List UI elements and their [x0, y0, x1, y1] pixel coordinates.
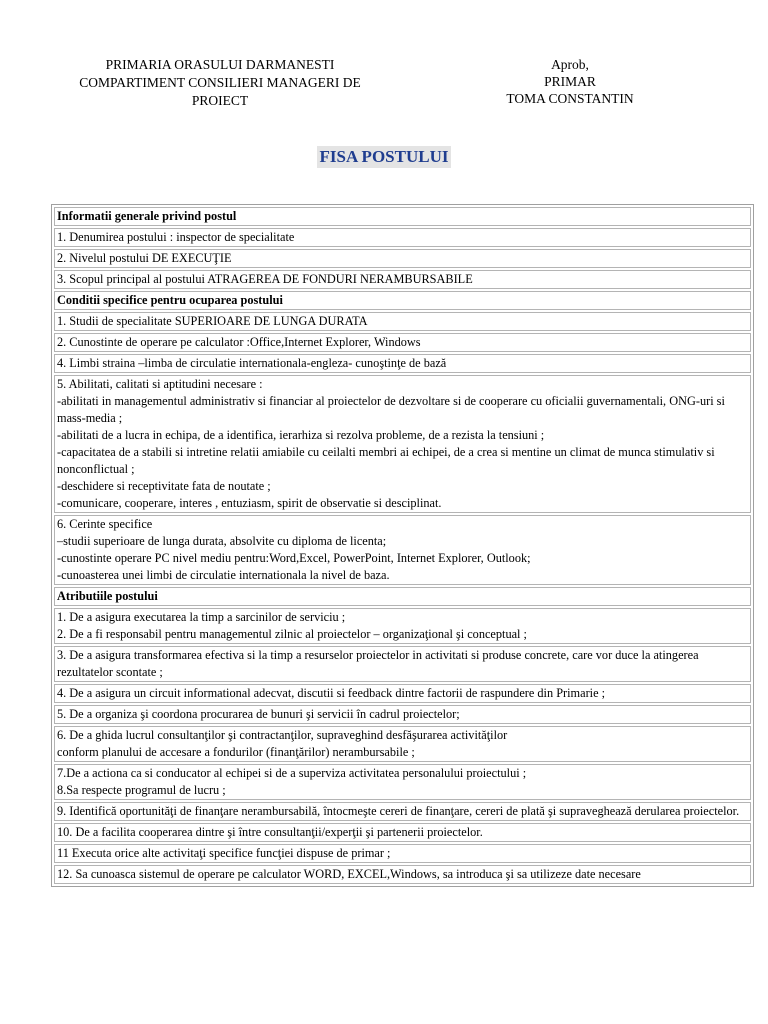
table-row: [54, 354, 751, 373]
table-row: [54, 802, 751, 821]
table-cell: [54, 802, 751, 821]
approval-label: Aprob,: [551, 57, 589, 72]
job-description-table: [51, 204, 754, 887]
section-heading-row: [54, 207, 751, 226]
section-heading-row: [54, 291, 751, 310]
cell-text: –studii superioare de lunga durata, absolvite cu diploma de licenta;: [57, 534, 387, 548]
table-cell: [54, 375, 751, 513]
table-row: [54, 333, 751, 352]
table-cell: [54, 844, 751, 863]
title-container: [0, 146, 768, 168]
table-cell: [54, 312, 751, 331]
cell-text: 6. Cerinte specifice: [57, 517, 153, 531]
cell-text: 1. De a asigura executarea la timp a sarcinilor de serviciu ;: [57, 610, 346, 624]
cell-text: 2. Nivelul postului DE EXECUŢIE: [57, 251, 232, 265]
table-cell: [54, 270, 751, 289]
table-row: [54, 228, 751, 247]
cell-text: 3. De a asigura transformarea efectiva si la timp a resurselor proiectelor in activitati si produse concrete, care vor duce la atingerea rezultatelor scontate ;: [57, 648, 699, 679]
approver-name: TOMA CONSTANTIN: [506, 91, 634, 106]
table-row: [54, 270, 751, 289]
cell-text: 9. Identifică oportunităţi de finanţare nerambursabilă, întocmeşte cereri de finanţare, cereri de plată şi supraveghează derularea proiectelor.: [57, 804, 740, 818]
cell-text: 2. Cunostinte de operare pe calculator :Office,Internet Explorer, Windows: [57, 335, 421, 349]
table-row: [54, 312, 751, 331]
table-row: [54, 249, 751, 268]
section-heading-general: Informatii generale privind postul: [54, 207, 751, 226]
table-cell: [54, 764, 751, 800]
table-cell: [54, 646, 751, 682]
table-cell: [54, 865, 751, 884]
institution-name: PRIMARIA ORASULUI DARMANESTI: [105, 57, 335, 72]
department-name-line-1: COMPARTIMENT CONSILIERI MANAGERI DE: [79, 75, 361, 90]
table-cell: [54, 228, 751, 247]
cell-text: 5. De a organiza şi coordona procurarea de bunuri şi servicii în cadrul proiectelor;: [57, 707, 460, 721]
cell-text: -abilitati in managementul administrativ si financiar al proiectelor de dezvoltare si de cooperare cu oficialii guvernamentali, ONG-uri si mass-media ;: [57, 394, 725, 425]
cell-text: 12. Sa cunoasca sistemul de operare pe calculator WORD, EXCEL,Windows, sa introduca şi sa utilizeze date necesare: [57, 867, 641, 881]
approver-role: PRIMAR: [544, 74, 596, 89]
department-name-line-2: PROIECT: [191, 93, 249, 108]
cell-text: -deschidere si receptivitate fata de noutate ;: [57, 479, 271, 493]
table-row: [54, 705, 751, 724]
cell-text: 1. Studii de specialitate SUPERIOARE DE LUNGA DURATA: [57, 314, 368, 328]
table-cell: [54, 823, 751, 842]
table-cell: [54, 333, 751, 352]
section-heading-duties: Atributiile postului: [54, 587, 751, 606]
table-row: [54, 646, 751, 682]
table-cell: [54, 608, 751, 644]
cell-text: conform planului de accesare a fondurilor (finanţărilor) nerambursabile ;: [57, 745, 415, 759]
approval-block: [470, 56, 670, 107]
cell-text: 11 Executa orice alte activitaţi specifice funcţiei dispuse de primar ;: [57, 846, 391, 860]
cell-text: 6. De a ghida lucrul consultanţilor şi contractanţilor, supraveghind desfăşurarea activităţilor: [57, 728, 508, 742]
cell-text: 4. Limbi straina –limba de circulatie internationala-engleza- cunoştinţe de bază: [57, 356, 447, 370]
cell-text: 8.Sa respecte programul de lucru ;: [57, 783, 226, 797]
cell-text: 4. De a asigura un circuit informational adecvat, discutii si feedback dintre factorii de raspundere din Primarie ;: [57, 686, 606, 700]
table-cell: [54, 354, 751, 373]
cell-text: -comunicare, cooperare, interes , entuziasm, spirit de observatie si desciplinat.: [57, 496, 442, 510]
cell-text: 7.De a actiona ca si conducator al echipei si de a superviza activitatea personalului proiectului ;: [57, 766, 527, 780]
document-title: FISA POSTULUI: [317, 146, 452, 168]
section-heading-conditions: Conditii specifice pentru ocuparea postului: [54, 291, 751, 310]
table-cell: [54, 726, 751, 762]
table-cell: [54, 249, 751, 268]
table-row: [54, 764, 751, 800]
table-cell: [54, 684, 751, 703]
table-cell: [54, 515, 751, 585]
section-heading-row: [54, 587, 751, 606]
cell-text: -abilitati de a lucra in echipa, de a identifica, ierarhiza si rezolva probleme, de a rezista la tensiuni ;: [57, 428, 545, 442]
cell-text: 1. Denumirea postului : inspector de specialitate: [57, 230, 295, 244]
table-row: [54, 375, 751, 513]
table-row: [54, 608, 751, 644]
table-row: [54, 684, 751, 703]
cell-text: -cunoasterea unei limbi de circulatie internationala la nivel de baza.: [57, 568, 390, 582]
cell-text: 10. De a facilita cooperarea dintre şi între consultanţii/experţii şi partenerii proiectelor.: [57, 825, 483, 839]
cell-text: 5. Abilitati, calitati si aptitudini necesare :: [57, 377, 263, 391]
cell-text: -capacitatea de a stabili si intretine relatii amiabile cu ceilalti membri ai echipei, de a crea si mentine un climat de munca stimulativ si nonconflictual ;: [57, 445, 715, 476]
institution-header: [50, 56, 390, 110]
table-row: [54, 865, 751, 884]
table-row: [54, 844, 751, 863]
table-row: [54, 515, 751, 585]
table-row: [54, 823, 751, 842]
table-cell: [54, 705, 751, 724]
cell-text: -cunostinte operare PC nivel mediu pentru:Word,Excel, PowerPoint, Internet Explorer, Outlook;: [57, 551, 531, 565]
table-row: [54, 726, 751, 762]
cell-text: 2. De a fi responsabil pentru managementul zilnic al proiectelor – organizaţional şi conceptual ;: [57, 627, 527, 641]
cell-text: 3. Scopul principal al postului ATRAGEREA DE FONDURI NERAMBURSABILE: [57, 272, 473, 286]
